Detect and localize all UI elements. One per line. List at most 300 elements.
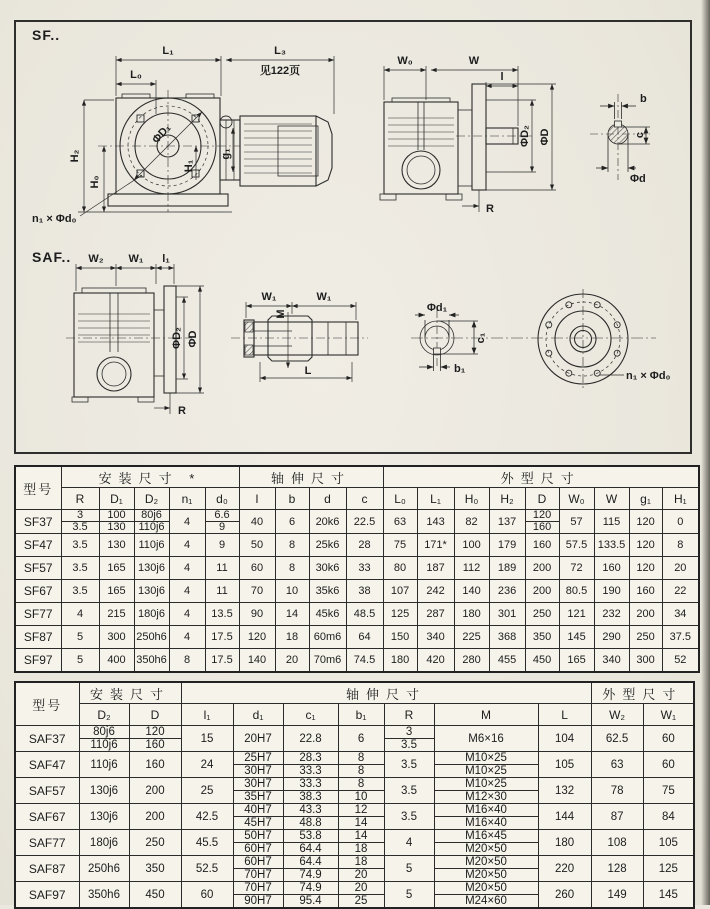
value-cell: 187 xyxy=(417,557,454,580)
value-cell: 75 xyxy=(383,534,417,557)
value-cell: 4 xyxy=(169,510,205,534)
value-cell: 290 xyxy=(594,626,629,649)
sf-col-D1: D₁ xyxy=(99,488,134,510)
value-cell: 22 xyxy=(662,580,699,603)
value-cell: 250 xyxy=(129,830,181,856)
dim-label-W1a: W₁ xyxy=(261,291,277,303)
value-cell: 160 xyxy=(629,580,662,603)
value-cell: 80 xyxy=(383,557,417,580)
dim-label-b1: b₁ xyxy=(454,363,466,375)
value-cell: 200 xyxy=(525,557,559,580)
value-cell: 350h6 xyxy=(134,649,169,673)
value-cell: 90 xyxy=(239,603,275,626)
value-cell: 140 xyxy=(454,580,489,603)
saf-col-W1: W₁ xyxy=(643,704,694,726)
value-cell: 104 xyxy=(538,726,591,752)
value-cell: 200 xyxy=(129,804,181,830)
value-cell: 75 xyxy=(643,778,694,804)
value-cell: 3.5 xyxy=(61,580,99,603)
dim-label-L3: L₃ xyxy=(274,45,286,57)
value-cell: 105 xyxy=(538,752,591,778)
value-cell: 82 xyxy=(454,510,489,534)
sf-key-detail xyxy=(590,93,650,185)
value-cell: 33.3 38.3 xyxy=(283,778,338,804)
value-cell: 160 xyxy=(525,534,559,557)
value-cell: 5 xyxy=(384,856,434,882)
value-cell: 8 xyxy=(275,557,309,580)
value-cell: 14 xyxy=(275,603,309,626)
value-cell: 5 xyxy=(61,626,99,649)
value-cell: 64.4 74.9 xyxy=(283,856,338,882)
value-cell: 180 xyxy=(383,649,417,673)
dim-label-c1: c₁ xyxy=(475,332,487,344)
table-row xyxy=(15,557,699,580)
value-cell: 144 xyxy=(538,804,591,830)
value-cell: 22.8 xyxy=(283,726,338,752)
dim-label-L1: L₁ xyxy=(162,45,174,57)
value-cell: 45.5 xyxy=(181,830,233,856)
value-cell: M6×16 xyxy=(434,726,538,752)
value-cell: 132 xyxy=(538,778,591,804)
value-cell: 110j6 xyxy=(134,534,169,557)
value-cell: 100 130 xyxy=(99,510,134,534)
value-cell: 300 xyxy=(99,626,134,649)
sf-front-view xyxy=(78,90,240,212)
value-cell: 400 xyxy=(99,649,134,673)
dim-label-W: W xyxy=(468,55,480,67)
value-cell: 20 25 xyxy=(338,882,384,909)
dim-label-d1: Φd₁ xyxy=(426,302,448,314)
sf-col-L0: L₀ xyxy=(383,488,417,510)
value-cell: 120 xyxy=(629,534,662,557)
value-cell: 130j6 xyxy=(79,778,129,804)
dim-label-H2: H₂ xyxy=(69,149,81,163)
dim-label-d: Φd xyxy=(630,173,646,185)
value-cell: 179 xyxy=(489,534,525,557)
value-cell: 250 xyxy=(629,626,662,649)
value-cell: 5 xyxy=(384,882,434,909)
value-cell: 368 xyxy=(489,626,525,649)
saf-col-b1: b₁ xyxy=(338,704,384,726)
saf-col-M: M xyxy=(434,704,538,726)
value-cell: 110j6 xyxy=(79,752,129,778)
saf-group-overall: 外型尺寸 xyxy=(591,682,694,704)
value-cell: 25k6 xyxy=(309,534,346,557)
saf-view-group xyxy=(32,249,671,417)
sf-col-d: d xyxy=(309,488,346,510)
value-cell: 6 xyxy=(275,510,309,534)
value-cell: 60m6 xyxy=(309,626,346,649)
value-cell: 120 xyxy=(629,557,662,580)
value-cell: 165 xyxy=(99,557,134,580)
saf-flange-view xyxy=(538,289,671,389)
value-cell: 74.5 xyxy=(346,649,383,673)
value-cell: 4 xyxy=(169,534,205,557)
value-cell: 74.9 95.4 xyxy=(283,882,338,909)
value-cell: 340 xyxy=(417,626,454,649)
table-row xyxy=(15,752,694,778)
value-cell: 250h6 xyxy=(134,626,169,649)
value-cell: M20×50 M20×50 xyxy=(434,856,538,882)
value-cell: 52.5 xyxy=(181,856,233,882)
value-cell: 57.5 xyxy=(559,534,594,557)
value-cell: 225 xyxy=(454,626,489,649)
sf-group-overall: 外型尺寸 xyxy=(383,466,699,488)
value-cell: 232 xyxy=(594,603,629,626)
value-cell: 20 xyxy=(662,557,699,580)
value-cell: 50H7 60H7 xyxy=(233,830,283,856)
table-row xyxy=(15,830,694,856)
saf-model-header: 型号 xyxy=(15,682,79,726)
model-cell: SF37 xyxy=(15,510,61,534)
value-cell: 189 xyxy=(489,557,525,580)
value-cell: 180j6 xyxy=(134,603,169,626)
value-cell: 14 18 xyxy=(338,830,384,856)
model-cell: SF97 xyxy=(15,649,61,673)
model-cell: SAF97 xyxy=(15,882,79,909)
model-cell: SF57 xyxy=(15,557,61,580)
sf-col-g1: g₁ xyxy=(629,488,662,510)
model-cell: SAF87 xyxy=(15,856,79,882)
value-cell: 60H7 70H7 xyxy=(233,856,283,882)
saf-dimension-table xyxy=(14,681,695,909)
sf-col-d0: d₀ xyxy=(205,488,239,510)
dim-label-W2: W₂ xyxy=(88,253,104,265)
model-cell: SF77 xyxy=(15,603,61,626)
saf-series-label: SAF.. xyxy=(32,249,72,265)
value-cell: 80j6 110j6 xyxy=(134,510,169,534)
value-cell: 301 xyxy=(489,603,525,626)
model-cell: SAF57 xyxy=(15,778,79,804)
saf-group-shaft: 轴伸尺寸 xyxy=(181,682,591,704)
value-cell: 350h6 xyxy=(79,882,129,909)
value-cell: 80j6 110j6 xyxy=(79,726,129,752)
dim-label-l: l xyxy=(500,71,504,83)
value-cell: 200 xyxy=(525,580,559,603)
sf-col-l: l xyxy=(239,488,275,510)
table-row xyxy=(15,534,699,557)
value-cell: 180 xyxy=(538,830,591,856)
value-cell: M20×50 M24×60 xyxy=(434,882,538,909)
value-cell: 171* xyxy=(417,534,454,557)
sf-col-H2: H₂ xyxy=(489,488,525,510)
value-cell: M16×40 M16×40 xyxy=(434,804,538,830)
dim-label-L0: L₀ xyxy=(130,69,142,81)
value-cell: 42.5 xyxy=(181,804,233,830)
dim-label-W1b: W₁ xyxy=(316,291,332,303)
dim-label-M: M xyxy=(275,309,287,319)
value-cell: M10×25 M12×30 xyxy=(434,778,538,804)
dim-label-D2-sf: ΦD₂ xyxy=(519,125,531,147)
value-cell: 8 8 xyxy=(338,752,384,778)
value-cell: 70 xyxy=(239,580,275,603)
value-cell: 242 xyxy=(417,580,454,603)
value-cell: 149 xyxy=(591,882,643,909)
dim-label-b: b xyxy=(640,93,647,105)
value-cell: 20k6 xyxy=(309,510,346,534)
sf-col-c: c xyxy=(346,488,383,510)
value-cell: 4 xyxy=(61,603,99,626)
value-cell: 4 xyxy=(169,603,205,626)
value-cell: 350 xyxy=(525,626,559,649)
value-cell: 15 xyxy=(181,726,233,752)
sf-front-dimensions xyxy=(32,45,334,225)
saf-col-R: R xyxy=(384,704,434,726)
value-cell: 30k6 xyxy=(309,557,346,580)
value-cell: 128 xyxy=(591,856,643,882)
value-cell: 455 xyxy=(489,649,525,673)
value-cell: 11 xyxy=(205,557,239,580)
value-cell: 64 xyxy=(346,626,383,649)
value-cell: 120 xyxy=(239,626,275,649)
value-cell: 130j6 xyxy=(79,804,129,830)
value-cell: 145 xyxy=(559,626,594,649)
value-cell: 300 xyxy=(629,649,662,673)
dim-label-W1: W₁ xyxy=(128,253,144,265)
value-cell: 11 xyxy=(205,580,239,603)
value-cell: 133.5 xyxy=(594,534,629,557)
saf-hollow-shaft xyxy=(231,316,368,361)
value-cell: 28.3 33.3 xyxy=(283,752,338,778)
dim-label-D-sf: ΦD xyxy=(539,128,551,146)
model-cell: SF67 xyxy=(15,580,61,603)
dim-label-R-saf: R xyxy=(178,405,186,417)
dim-label-D1: ΦD₁ xyxy=(150,121,174,147)
value-cell: 250h6 xyxy=(79,856,129,882)
value-cell: 8 xyxy=(662,534,699,557)
value-cell: 3.5 xyxy=(384,752,434,778)
value-cell: 30H7 35H7 xyxy=(233,778,283,804)
value-cell: 0 xyxy=(662,510,699,534)
value-cell: 60 xyxy=(181,882,233,909)
table-row xyxy=(15,882,694,909)
value-cell: 70m6 xyxy=(309,649,346,673)
value-cell: 8 10 xyxy=(338,778,384,804)
value-cell: 120 160 xyxy=(525,510,559,534)
saf-col-D: D xyxy=(129,704,181,726)
value-cell: 40 xyxy=(239,510,275,534)
value-cell: 70H7 90H7 xyxy=(233,882,283,909)
table-row xyxy=(15,856,694,882)
value-cell: 3.5 xyxy=(61,557,99,580)
value-cell: 18 xyxy=(275,626,309,649)
saf-col-l1: l₁ xyxy=(181,704,233,726)
value-cell: 8 xyxy=(169,649,205,673)
value-cell: 12 14 xyxy=(338,804,384,830)
table-row xyxy=(15,804,694,830)
value-cell: 22.5 xyxy=(346,510,383,534)
value-cell: 200 xyxy=(629,603,662,626)
value-cell: 121 xyxy=(559,603,594,626)
value-cell: 160 xyxy=(129,752,181,778)
value-cell: 165 xyxy=(559,649,594,673)
value-cell: 6.6 9 xyxy=(205,510,239,534)
value-cell: 4 xyxy=(169,557,205,580)
value-cell: 120 160 xyxy=(129,726,181,752)
dim-label-g1: g₁ xyxy=(220,148,232,160)
value-cell: 190 xyxy=(594,580,629,603)
saf-shaft-dimensions xyxy=(246,291,356,382)
value-cell: 84 xyxy=(643,804,694,830)
value-cell: 287 xyxy=(417,603,454,626)
value-cell: 63 xyxy=(591,752,643,778)
value-cell: 250 xyxy=(525,603,559,626)
value-cell: 57 xyxy=(559,510,594,534)
saf-col-d1: d₁ xyxy=(233,704,283,726)
value-cell: 18 20 xyxy=(338,856,384,882)
value-cell: 108 xyxy=(591,830,643,856)
value-cell: 24 xyxy=(181,752,233,778)
sf-col-R: R xyxy=(61,488,99,510)
sf-dimension-table xyxy=(14,465,700,673)
saf-col-D2: D₂ xyxy=(79,704,129,726)
value-cell: 10 xyxy=(275,580,309,603)
dimension-drawings-panel xyxy=(14,20,692,454)
value-cell: 34 xyxy=(662,603,699,626)
value-cell: 3 3.5 xyxy=(384,726,434,752)
technical-drawing xyxy=(16,22,690,452)
value-cell: 20 xyxy=(275,649,309,673)
page-note-see-122: 见122页 xyxy=(259,65,301,77)
value-cell: 35k6 xyxy=(309,580,346,603)
table-row xyxy=(15,510,699,534)
value-cell: 107 xyxy=(383,580,417,603)
model-cell: SAF67 xyxy=(15,804,79,830)
sf-motor xyxy=(220,116,332,186)
dim-label-W0: W₀ xyxy=(397,55,413,67)
dim-label-c: c xyxy=(634,131,646,139)
value-cell: 145 xyxy=(643,882,694,909)
sf-col-W0: W₀ xyxy=(559,488,594,510)
value-cell: 160 xyxy=(594,557,629,580)
value-cell: 350 xyxy=(129,856,181,882)
value-cell: 9 xyxy=(205,534,239,557)
value-cell: 130j6 xyxy=(134,557,169,580)
value-cell: M10×25 M10×25 xyxy=(434,752,538,778)
value-cell: 50 xyxy=(239,534,275,557)
sf-group-mounting: 安装尺寸 * xyxy=(61,466,239,488)
dim-label-H0: H₀ xyxy=(89,175,101,189)
sf-model-header: 型号 xyxy=(15,466,61,510)
model-cell: SF87 xyxy=(15,626,61,649)
dim-label-l1: l₁ xyxy=(162,253,170,265)
value-cell: 25 xyxy=(181,778,233,804)
value-cell: 165 xyxy=(99,580,134,603)
value-cell: 37.5 xyxy=(662,626,699,649)
sf-col-D2: D₂ xyxy=(134,488,169,510)
value-cell: 100 xyxy=(454,534,489,557)
value-cell: 4 xyxy=(169,580,205,603)
saf-col-W2: W₂ xyxy=(591,704,643,726)
value-cell: 3.5 xyxy=(384,804,434,830)
value-cell: 115 xyxy=(594,510,629,534)
dim-label-D2-saf: ΦD₂ xyxy=(171,327,183,349)
value-cell: 87 xyxy=(591,804,643,830)
table-row xyxy=(15,778,694,804)
value-cell: 140 xyxy=(239,649,275,673)
value-cell: 125 xyxy=(383,603,417,626)
sf-col-b: b xyxy=(275,488,309,510)
sf-side-dimensions xyxy=(384,55,556,215)
dim-label-R-sf: R xyxy=(486,203,494,215)
saf-col-L: L xyxy=(538,704,591,726)
value-cell: 150 xyxy=(383,626,417,649)
value-cell: 72 xyxy=(559,557,594,580)
dim-label-H1: H₁ xyxy=(183,159,195,173)
value-cell: 280 xyxy=(454,649,489,673)
scan-edge-shadow xyxy=(701,0,710,905)
value-cell: 48.5 xyxy=(346,603,383,626)
value-cell: 62.5 xyxy=(591,726,643,752)
value-cell: 25H7 30H7 xyxy=(233,752,283,778)
dim-label-n1-d0: n₁ × Φd₀ xyxy=(32,213,77,225)
value-cell: 6 xyxy=(338,726,384,752)
sf-side-view xyxy=(380,84,532,200)
value-cell: 5 xyxy=(61,649,99,673)
value-cell: 45k6 xyxy=(309,603,346,626)
value-cell: 33 xyxy=(346,557,383,580)
sf-series-label: SF.. xyxy=(32,27,61,43)
value-cell: 80.5 xyxy=(559,580,594,603)
dim-label-L: L xyxy=(304,365,312,377)
value-cell: 60 xyxy=(643,752,694,778)
dim-label-D-saf: ΦD xyxy=(187,330,199,348)
value-cell: 17.5 xyxy=(205,626,239,649)
sf-col-D: D xyxy=(525,488,559,510)
value-cell: 4 xyxy=(169,626,205,649)
value-cell: 60 xyxy=(643,726,694,752)
value-cell: 40H7 45H7 xyxy=(233,804,283,830)
value-cell: 143 xyxy=(417,510,454,534)
value-cell: 450 xyxy=(525,649,559,673)
value-cell: 220 xyxy=(538,856,591,882)
saf-group-mounting: 安装尺寸 xyxy=(79,682,181,704)
value-cell: 4 xyxy=(384,830,434,856)
value-cell: 112 xyxy=(454,557,489,580)
value-cell: M16×45 M20×50 xyxy=(434,830,538,856)
value-cell: 180 xyxy=(454,603,489,626)
value-cell: 200 xyxy=(129,778,181,804)
value-cell: 53.8 64.4 xyxy=(283,830,338,856)
value-cell: 38 xyxy=(346,580,383,603)
value-cell: 60 xyxy=(239,557,275,580)
table-row xyxy=(15,726,694,752)
sf-group-shaft: 轴伸尺寸 xyxy=(239,466,383,488)
value-cell: 340 xyxy=(594,649,629,673)
value-cell: 420 xyxy=(417,649,454,673)
value-cell: 63 xyxy=(383,510,417,534)
value-cell: 125 xyxy=(643,856,694,882)
value-cell: 17.5 xyxy=(205,649,239,673)
value-cell: 43.3 48.8 xyxy=(283,804,338,830)
value-cell: 3.5 xyxy=(61,534,99,557)
table-row xyxy=(15,603,699,626)
model-cell: SAF47 xyxy=(15,752,79,778)
value-cell: 130 xyxy=(99,534,134,557)
value-cell: 130j6 xyxy=(134,580,169,603)
table-row xyxy=(15,580,699,603)
value-cell: 450 xyxy=(129,882,181,909)
value-cell: 52 xyxy=(662,649,699,673)
value-cell: 105 xyxy=(643,830,694,856)
value-cell: 20H7 xyxy=(233,726,283,752)
value-cell: 78 xyxy=(591,778,643,804)
value-cell: 120 xyxy=(629,510,662,534)
saf-col-c1: c₁ xyxy=(283,704,338,726)
sf-col-L1: L₁ xyxy=(417,488,454,510)
value-cell: 215 xyxy=(99,603,134,626)
value-cell: 13.5 xyxy=(205,603,239,626)
